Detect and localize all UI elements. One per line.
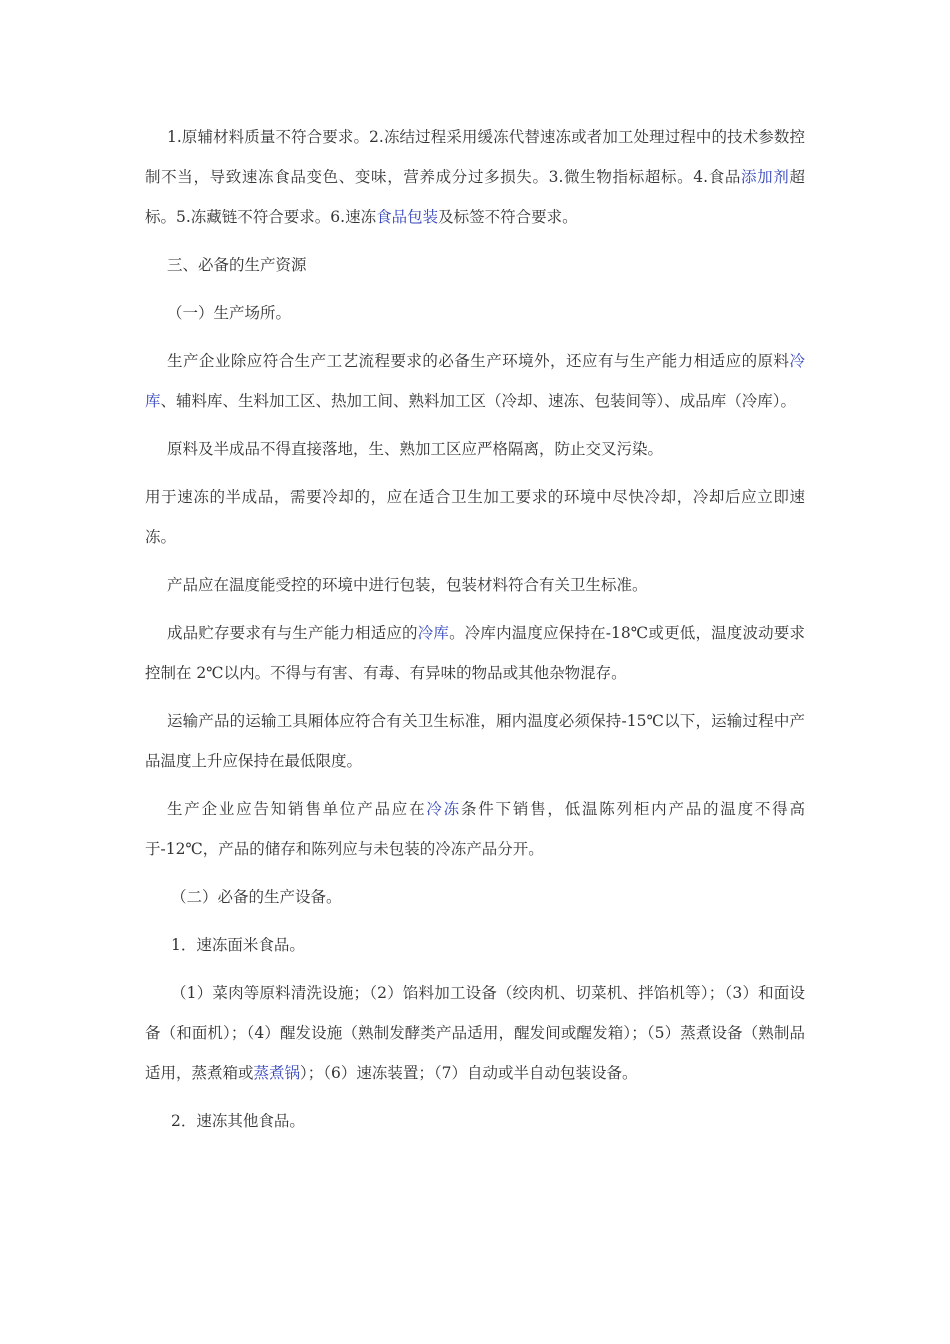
keyword-link[interactable]: 食品包装 (376, 208, 439, 226)
text-segment: 1．速冻面米食品。 (171, 936, 305, 954)
keyword-link[interactable]: 蒸煮锅 (253, 1064, 301, 1082)
text-segment: （一）生产场所。 (167, 304, 292, 322)
paragraph-p6 (145, 477, 805, 557)
text-segment: 用于速冻的半成品，需要冷却的，应在适合卫生加工要求的环境中尽快冷却，冷却后应立即速冻。 (145, 488, 805, 546)
paragraph-p7 (145, 565, 805, 605)
paragraph-p12 (145, 925, 805, 965)
keyword-link[interactable]: 冷冻 (426, 800, 461, 818)
text-segment: ）；（6）速冻装置；（7）自动或半自动包装设备。 (300, 1064, 638, 1082)
text-segment: 2．速冻其他食品。 (171, 1112, 305, 1130)
text-segment: （二）必备的生产设备。 (171, 888, 342, 906)
text-segment: 条件下销售，低温陈列柜内产品的温度不得高于-12℃，产品的储存和陈列应与未包装的冷冻产品分开。 (145, 800, 805, 858)
text-segment: 、辅料库、生料加工区、热加工间、熟料加工区（冷却、速冻、包装间等）、成品库（冷库）。 (160, 392, 797, 410)
paragraph-p5 (145, 429, 805, 469)
text-segment: 。冷库内温度应保持在-18℃或更低，温度波动要求控制在 2℃以内。不得与有害、有毒、有异味的物品或其他杂物混存。 (145, 624, 805, 682)
text-segment: （1）菜肉等原料清洗设施；（2）馅料加工设备（绞肉机、切菜机、拌馅机等）；（3）和面设备（和面机）；（4）醒发设施（熟制发酵类产品适用，醒发间或醒发箱）；（5）蒸煮设备（熟制品适用，蒸煮箱或 (145, 984, 805, 1082)
text-segment: 超标。5.冻藏链不符合要求。6.速冻 (145, 168, 805, 226)
keyword-link[interactable]: 冷库 (417, 624, 450, 642)
text-segment: 生产企业除应符合生产工艺流程要求的必备生产环境外，还应有与生产能力相适应的原料 (167, 352, 790, 370)
text-segment: 产品应在温度能受控的环境中进行包装，包装材料符合有关卫生标准。 (167, 576, 648, 594)
text-segment: 及标签不符合要求。 (438, 208, 578, 226)
paragraph-p11 (145, 877, 805, 917)
paragraph-p14 (145, 1101, 805, 1141)
text-segment: 三、必备的生产资源 (167, 256, 307, 274)
text-segment: 成品贮存要求有与生产能力相适应的 (167, 624, 418, 642)
paragraph-p9 (145, 701, 805, 781)
text-segment: 生产企业应告知销售单位产品应在 (167, 800, 427, 818)
paragraph-p3 (145, 293, 805, 333)
paragraph-p1 (145, 117, 805, 237)
document-body (145, 117, 805, 1149)
paragraph-p10 (145, 789, 805, 869)
paragraph-p4 (145, 341, 805, 421)
paragraph-p8 (145, 613, 805, 693)
keyword-link[interactable]: 冷库 (145, 352, 805, 410)
text-segment: 运输产品的运输工具厢体应符合有关卫生标准，厢内温度必须保持-15℃以下，运输过程中产品温度上升应保持在最低限度。 (145, 712, 805, 770)
paragraph-p13 (145, 973, 805, 1093)
text-segment: 原料及半成品不得直接落地，生、熟加工区应严格隔离，防止交叉污染。 (167, 440, 664, 458)
paragraph-p2 (145, 245, 805, 285)
keyword-link[interactable]: 添加剂 (741, 168, 790, 186)
text-segment: 1.原辅材料质量不符合要求。2.冻结过程采用缓冻代替速冻或者加工处理过程中的技术参数控制不当，导致速冻食品变色、变味，营养成分过多损失。3.微生物指标超标。4.食品 (145, 128, 805, 186)
